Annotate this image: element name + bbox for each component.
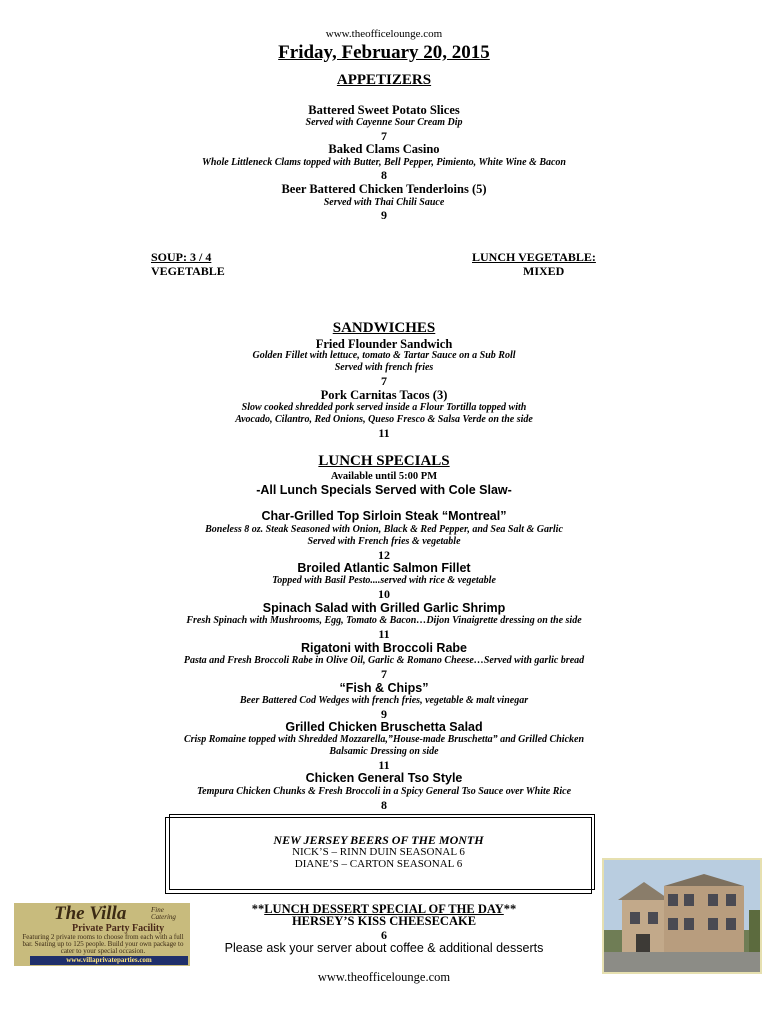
beer-item: NICK’S – RINN DUIN SEASONAL 6 [292,846,465,858]
sandwich-desc: Slow cooked shredded pork served inside a Flour Tortilla topped with [241,402,527,413]
special-desc: Served with French fries & vegetable [307,536,461,547]
special-price: 9 [381,707,387,721]
special-price: 7 [381,667,387,681]
appetizer-price: 9 [381,208,387,222]
special-price: 11 [378,758,390,772]
special-desc: Fresh Spinach with Mushrooms, Egg, Tomato & Bacon…Dijon Vinaigrette dressing on the side [186,615,582,626]
special-desc: Pasta and Fresh Broccoli Rabe in Olive Oil, Garlic & Romano Cheese…Served with garlic bread [183,655,585,666]
special-price: 8 [381,798,387,812]
special-desc: Boneless 8 oz. Steak Seasoned with Onion, Black & Red Pepper, and Sea Salt & Garlic [205,524,563,535]
special-name: Grilled Chicken Bruschetta Salad [285,720,483,734]
special-price: 12 [378,548,390,562]
appetizer-price: 7 [381,129,387,143]
sandwich-price: 7 [381,374,387,388]
building-photo [602,858,762,974]
soup-label: SOUP: 3 / 4 [151,250,212,264]
villa-ad [14,903,190,966]
beers-box [165,817,592,894]
dessert-title: LUNCH DESSERT SPECIAL OF THE DAY [264,902,504,916]
special-name: “Fish & Chips” [339,681,429,695]
lunch-vegetable-label: LUNCH VEGETABLE: [472,250,596,264]
appetizer-name: Battered Sweet Potato Slices [308,103,460,117]
site-url-bottom: www.theofficelounge.com [317,970,451,984]
sandwich-desc: Avocado, Cilantro, Red Onions, Queso Fresco & Salsa Verde on the side [235,414,533,425]
special-name: Chicken General Tso Style [305,771,463,785]
special-name: Rigatoni with Broccoli Rabe [301,641,467,655]
special-name: Spinach Salad with Grilled Garlic Shrimp [262,601,506,615]
building-illustration [604,860,760,972]
sandwich-name: Fried Flounder Sandwich [315,337,453,351]
lunch-vegetable-value: MIXED [523,264,565,278]
special-desc: Tempura Chicken Chunks & Fresh Broccoli in a Spicy General Tso Sauce over White Rice [196,786,572,797]
special-name: Char-Grilled Top Sirloin Steak “Montreal” [261,509,507,523]
sandwich-price: 11 [378,426,390,440]
special-desc: Beer Battered Cod Wedges with french fries, vegetable & malt vinegar [239,695,529,706]
special-desc: Crisp Romaine topped with Shredded Mozzarella,”House-made Bruschetta” and Grilled Chicken [183,734,585,745]
villa-ad-title: The Villa [54,903,127,924]
appetizer-name: Beer Battered Chicken Tenderloins (5) [281,182,487,196]
dessert-suffix: ** [503,902,517,916]
sandwich-name: Pork Carnitas Tacos (3) [320,388,448,402]
appetizers-heading: APPETIZERS [336,72,432,88]
appetizer-desc: Whole Littleneck Clams topped with Butter, Bell Pepper, Pimiento, White Wine & Bacon [201,157,566,168]
appetizer-price: 8 [381,168,387,182]
dessert-prefix: ** [251,902,265,916]
sandwich-desc: Golden Fillet with lettuce, tomato & Tartar Sauce on a Sub Roll [252,350,516,361]
special-price: 10 [378,587,390,601]
dessert-item: HERSEY’S KISS CHEESECAKE [291,914,477,928]
soup-value: VEGETABLE [151,264,225,278]
beer-item: DIANE’S – CARTON SEASONAL 6 [294,858,463,870]
special-desc: Balsamic Dressing on side [329,746,439,757]
villa-ad-desc: Featuring 2 private rooms to choose from each with a full bar. Seating up to 125 people. Build your own package to cater to your special occasion. [22,933,184,955]
villa-ad-url: www.villaprivateparties.com [30,956,188,965]
lunch-specials-note: -All Lunch Specials Served with Cole Slaw- [256,483,512,497]
sandwich-desc: Served with french fries [334,362,434,373]
site-url-top: www.theofficelounge.com [325,28,443,40]
villa-ad-tagline: Fine Catering [151,906,176,921]
villa-ad-subtitle: Private Party Facility [72,923,165,934]
dessert-price: 6 [381,928,387,942]
lunch-specials-availability: Available until 5:00 PM [330,471,438,482]
appetizer-desc: Served with Thai Chili Sauce [323,197,445,208]
special-name: Broiled Atlantic Salmon Fillet [297,561,471,575]
lunch-specials-heading: LUNCH SPECIALS [318,453,450,469]
sandwiches-heading: SANDWICHES [332,320,436,336]
dessert-note: Please ask your server about coffee & additional desserts [224,941,544,955]
special-desc: Topped with Basil Pesto....served with rice & vegetable [272,575,496,586]
appetizer-desc: Served with Cayenne Sour Cream Dip [305,117,463,128]
menu-date: Friday, February 20, 2015 [278,42,490,63]
beers-title: NEW JERSEY BEERS OF THE MONTH [273,833,484,847]
special-price: 11 [378,627,390,641]
appetizer-name: Baked Clams Casino [328,142,440,156]
